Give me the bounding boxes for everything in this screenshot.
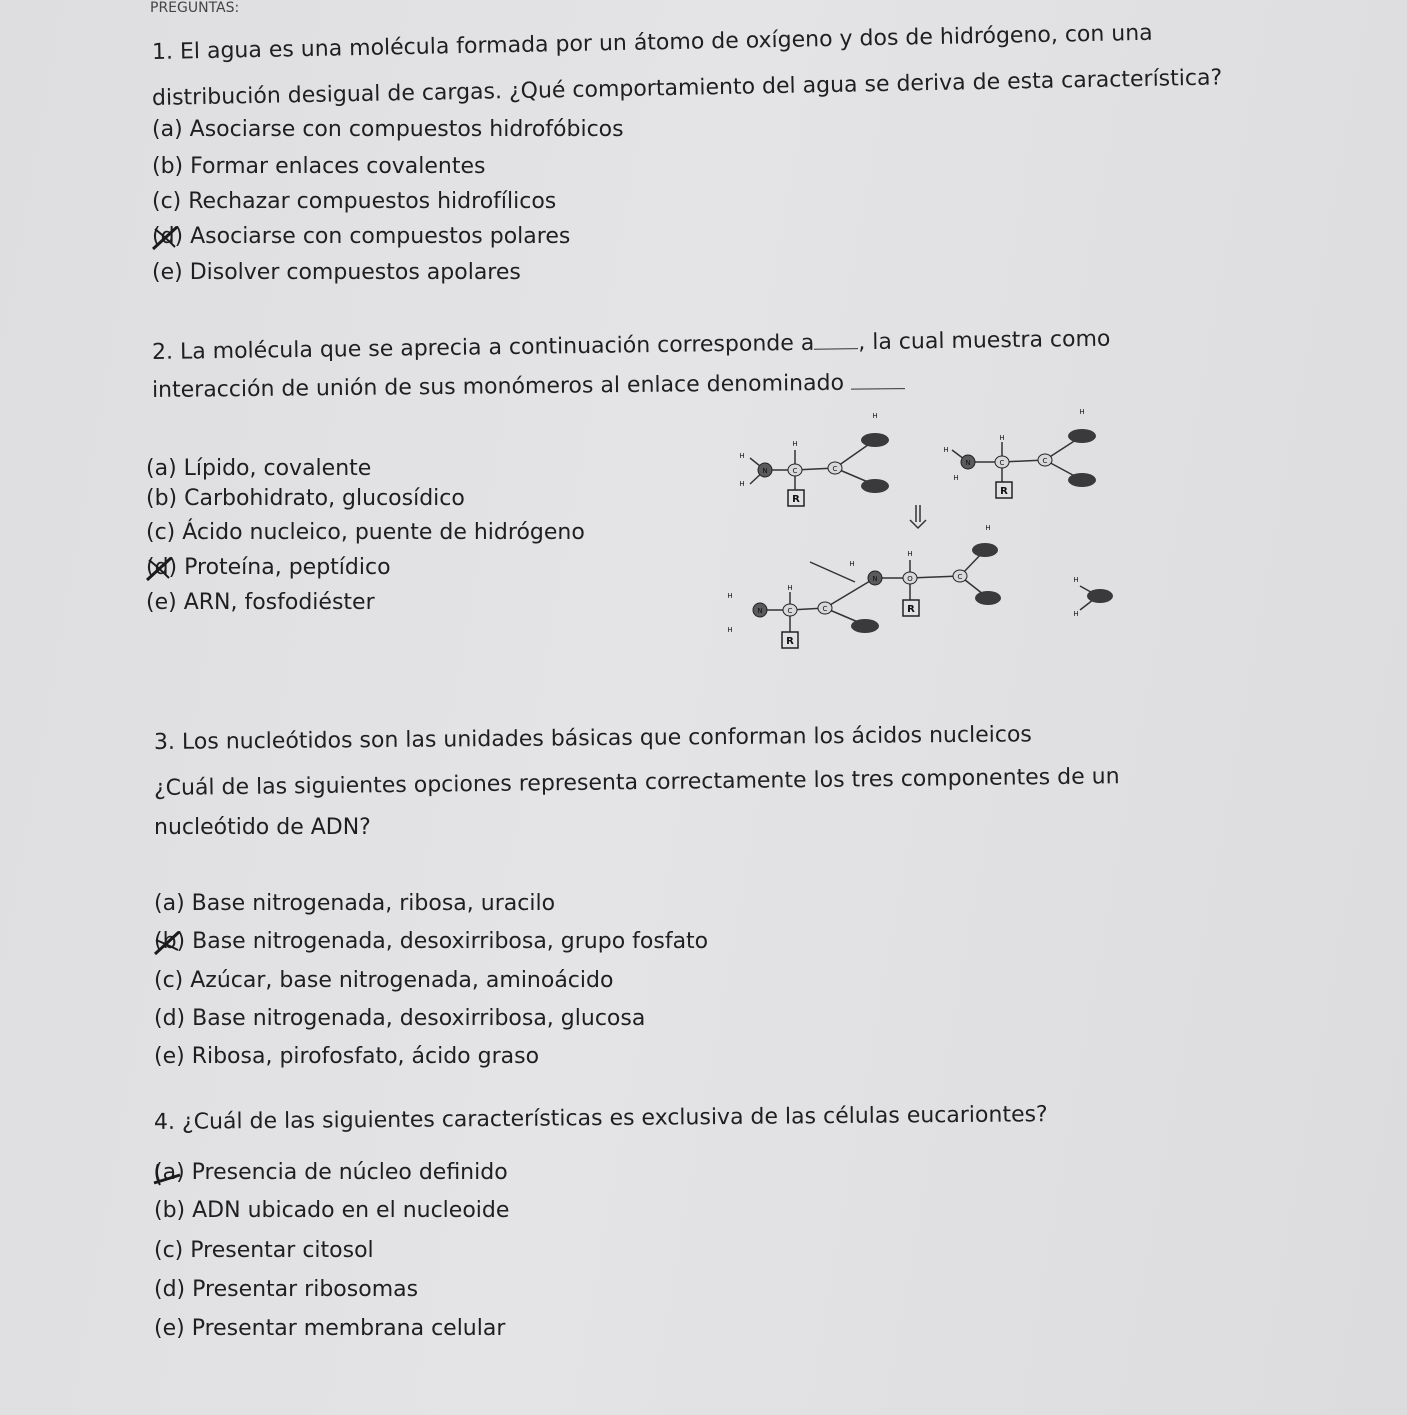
q3-option-d: (d) Base nitrogenada, desoxirribosa, glucosa xyxy=(154,1006,646,1031)
q1-answer-mark-icon xyxy=(150,225,180,251)
q3-option-c: (c) Azúcar, base nitrogenada, aminoácido xyxy=(154,968,614,993)
atom-h-8: H xyxy=(953,474,959,482)
q2-stem-line2-text: interacción de unión de sus monómeros al enlace denominado xyxy=(151,370,845,403)
atom-n-2: N xyxy=(965,459,971,467)
q3-stem-line2: ¿Cuál de las siguientes opciones representa correctamente los tres componentes de un xyxy=(153,764,1120,801)
r-group-2: R xyxy=(1000,486,1008,497)
atom-h-4: H xyxy=(739,480,745,488)
q3-stem-line1: 3. Los nucleótidos son las unidades básicas que conforman los ácidos nucleicos xyxy=(153,722,1032,755)
atom-c-2: C xyxy=(832,465,838,473)
atom-h-11: H xyxy=(849,560,855,568)
q2-option-c: (c) Ácido nucleico, puente de hidrógeno xyxy=(146,520,585,545)
q1-option-e: (e) Disolver compuestos apolares xyxy=(152,260,521,285)
atom-h-16: H xyxy=(1073,610,1079,618)
q3-option-b: (b) Base nitrogenada, desoxirribosa, grupo fosfato xyxy=(154,929,709,954)
atom-h-7: H xyxy=(943,446,949,454)
r-group-4: R xyxy=(786,636,794,647)
peptide-diagram xyxy=(720,400,1120,660)
q3-option-e: (e) Ribosa, pirofosfato, ácido graso xyxy=(154,1044,540,1069)
q2-option-e: (e) ARN, fosfodiéster xyxy=(146,590,375,615)
atom-h-3: H xyxy=(739,452,745,460)
atom-c-7: C xyxy=(957,573,963,581)
atom-n-1: N xyxy=(762,467,768,475)
q4-option-d: (d) Presentar ribosomas xyxy=(154,1277,419,1302)
atom-h-2: H xyxy=(792,440,798,448)
q1-stem-line1: 1. El agua es una molécula formada por un átomo de oxígeno y dos de hidrógeno, con una xyxy=(151,20,1153,65)
q3-stem-line3: nucleótido de ADN? xyxy=(154,815,371,840)
q4-option-a: (a) Presencia de núcleo definido xyxy=(154,1160,508,1185)
atom-h-1: H xyxy=(872,412,878,420)
q2-blank-1 xyxy=(814,348,858,350)
q2-answer-mark-icon xyxy=(144,556,174,582)
q4-option-c: (c) Presentar citosol xyxy=(154,1238,374,1263)
atom-h-5: H xyxy=(1079,408,1085,416)
atom-c-6: C xyxy=(822,605,828,613)
q4-option-e: (e) Presentar membrana celular xyxy=(154,1316,506,1341)
atom-n-4: N xyxy=(872,575,878,583)
q2-option-d: (d) Proteína, peptídico xyxy=(146,555,391,580)
atom-o-1: O xyxy=(907,575,913,583)
q2-stem-line1-start: 2. La molécula que se aprecia a continuación corresponde a xyxy=(151,330,815,365)
atom-c-5: C xyxy=(787,607,793,615)
atom-c-1: C xyxy=(792,467,798,475)
q2-stem-line1-end: , la cual muestra como xyxy=(858,326,1111,356)
header-fragment: PREGUNTAS: xyxy=(150,0,240,16)
atom-c-3: C xyxy=(999,459,1005,467)
r-group-1: R xyxy=(792,494,800,505)
q4-stem-line1: 4. ¿Cuál de las siguientes características es exclusiva de las células eucariontes? xyxy=(153,1102,1048,1135)
q3-option-a: (a) Base nitrogenada, ribosa, uracilo xyxy=(154,891,556,916)
q4-answer-mark-icon xyxy=(152,1161,182,1187)
q1-option-c: (c) Rechazar compuestos hidrofílicos xyxy=(152,189,557,214)
q2-option-a: (a) Lípido, covalente xyxy=(146,456,372,481)
atom-h-13: H xyxy=(727,592,733,600)
atom-h-10: H xyxy=(907,550,913,558)
atom-h-15: H xyxy=(1073,576,1079,584)
q2-stem-line2 xyxy=(152,370,905,404)
q2-blank-2 xyxy=(851,388,905,390)
q2-stem-line1 xyxy=(152,327,1111,366)
q2-option-b: (b) Carbohidrato, glucosídico xyxy=(146,486,465,511)
q1-stem-line2: distribución desigual de cargas. ¿Qué comportamiento del agua se deriva de esta característica? xyxy=(151,65,1223,111)
q1-option-a: (a) Asociarse con compuestos hidrofóbicos xyxy=(152,117,624,142)
q3-answer-mark-icon xyxy=(152,930,182,956)
atom-h-14: H xyxy=(727,626,733,634)
atom-c-4: C xyxy=(1042,457,1048,465)
atom-h-9: H xyxy=(985,524,991,532)
q4-option-b: (b) ADN ubicado en el nucleoide xyxy=(154,1198,510,1223)
q1-option-d: (d) Asociarse con compuestos polares xyxy=(152,224,571,249)
atom-n-3: N xyxy=(757,607,763,615)
atom-h-12: H xyxy=(787,584,793,592)
r-group-3: R xyxy=(907,604,915,615)
atom-h-6: H xyxy=(999,434,1005,442)
q1-option-b: (b) Formar enlaces covalentes xyxy=(152,154,486,179)
